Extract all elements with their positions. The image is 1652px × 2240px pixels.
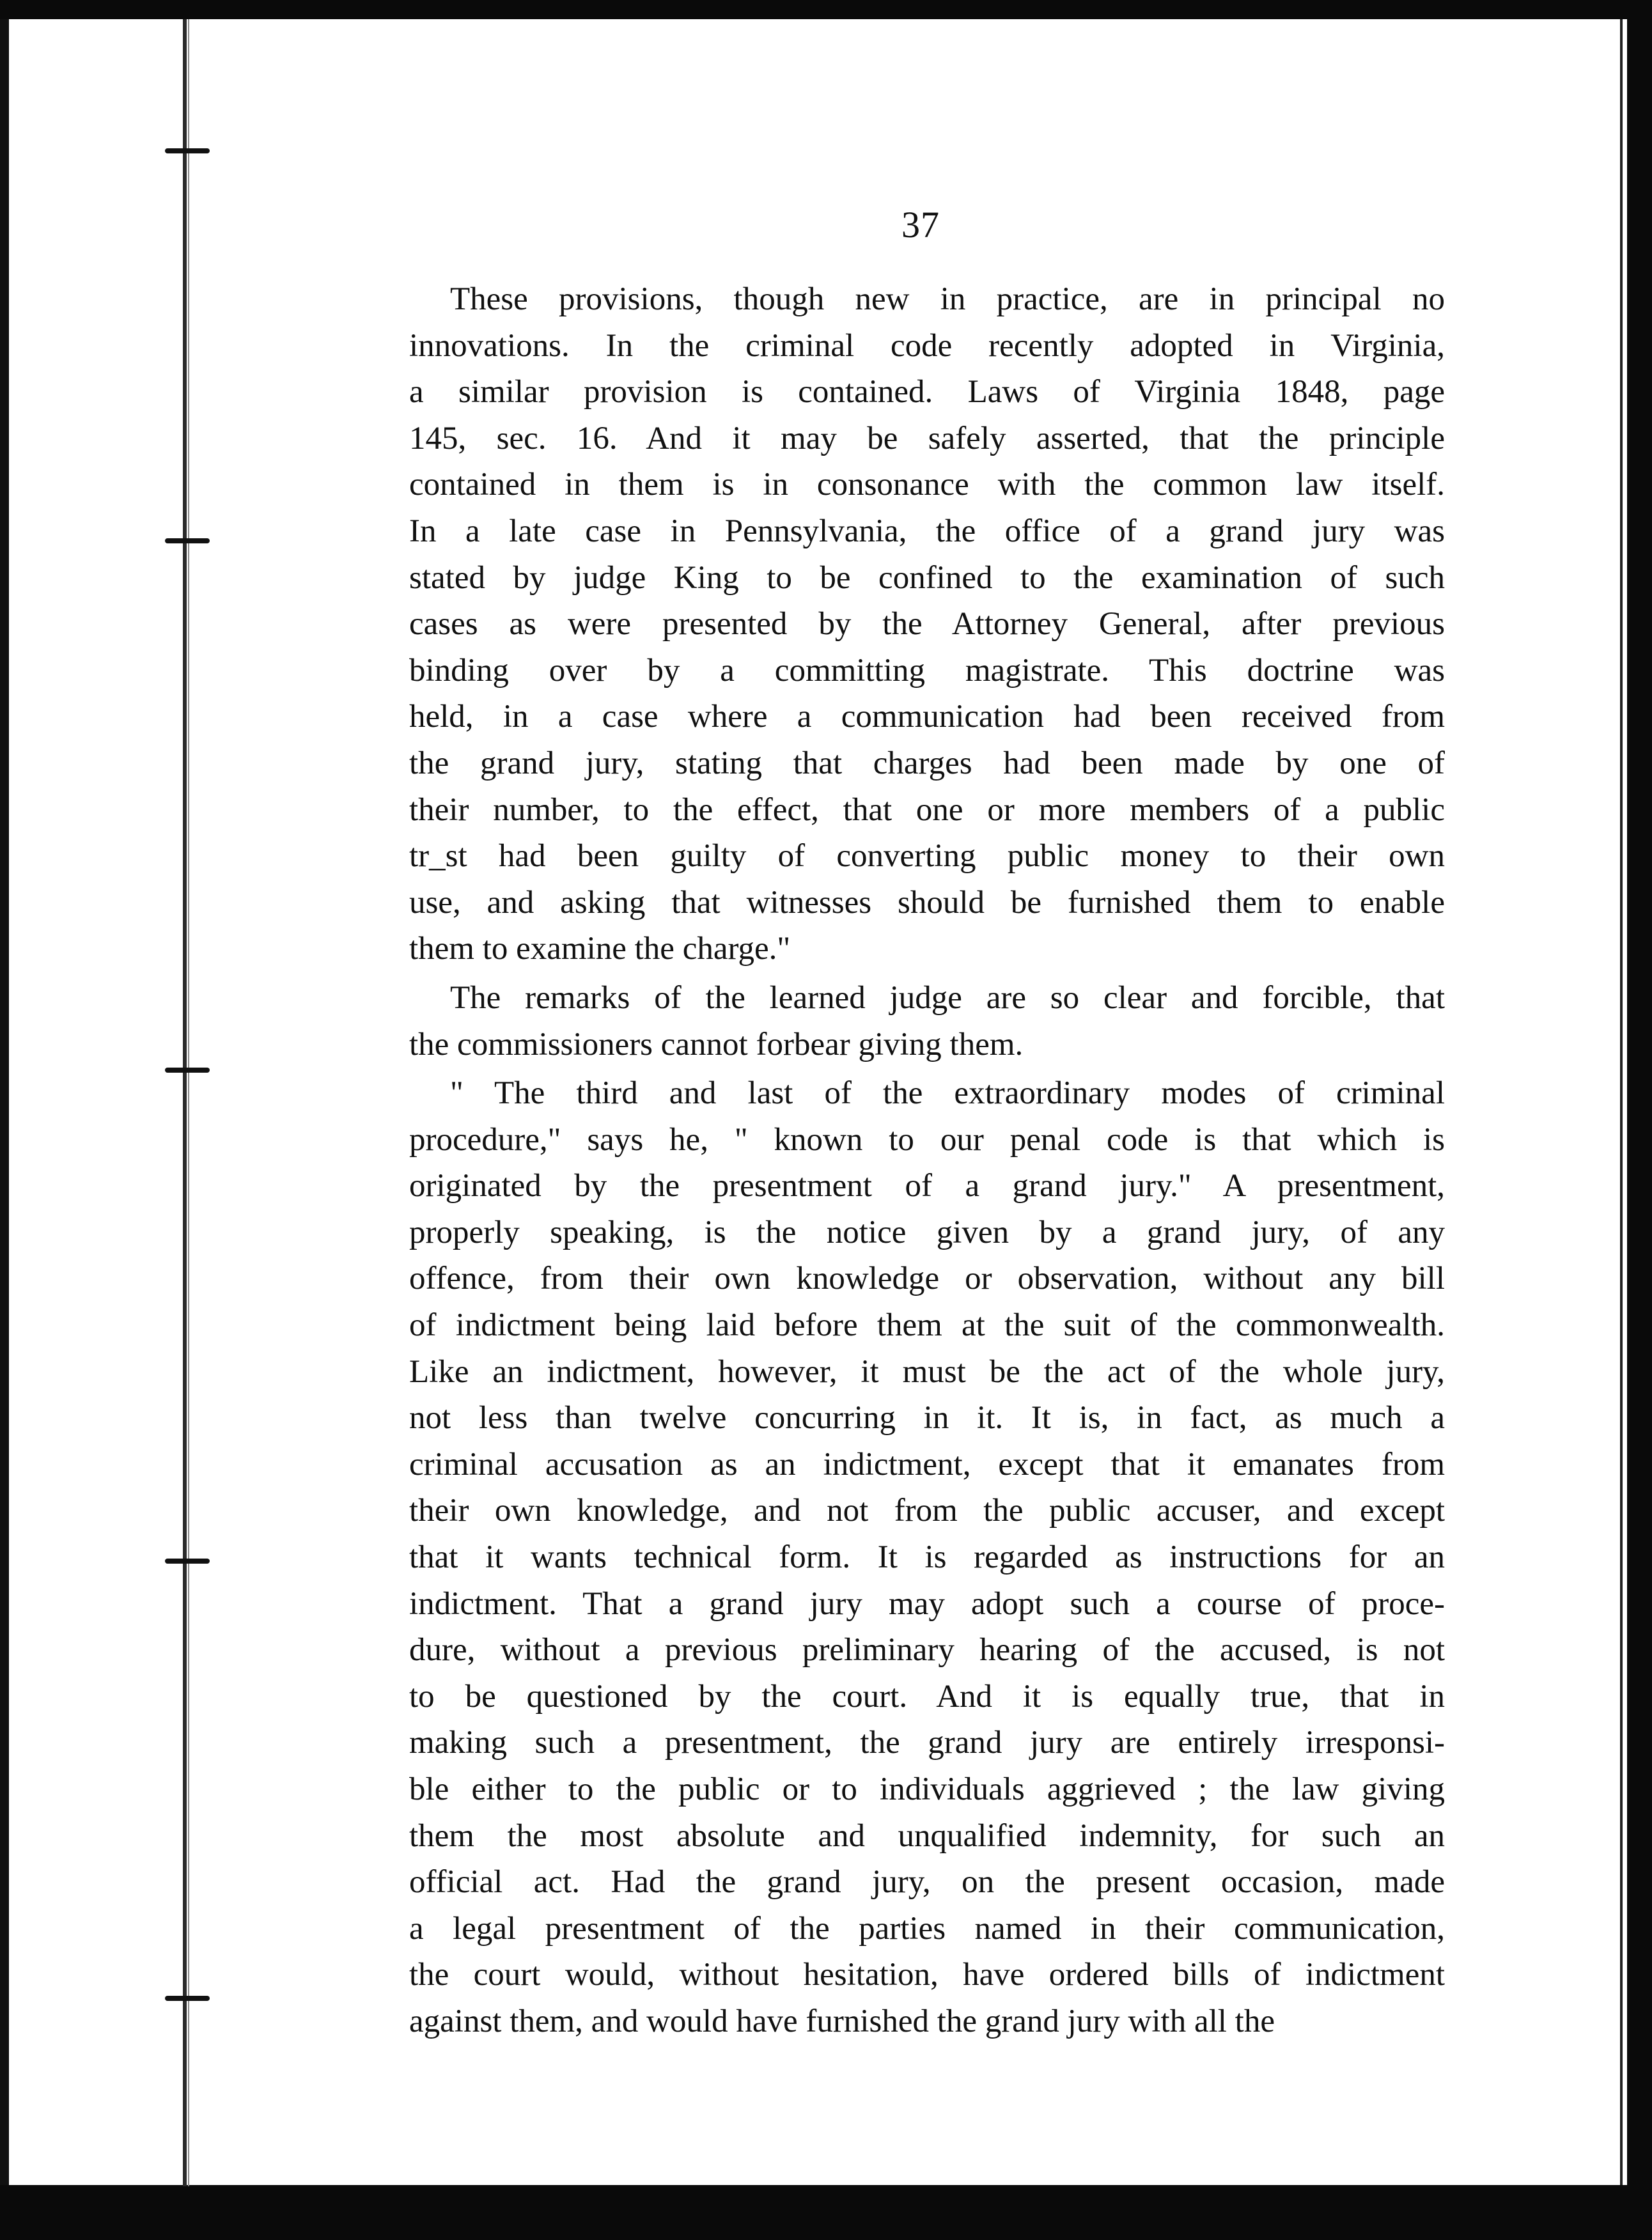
text-line: contained in them is in consonance with the common law itself. <box>409 467 1445 503</box>
text-line: originated by the presentment of a grand jury." A presentment, <box>409 1168 1445 1204</box>
text-line: making such a presentment, the grand jury are entirely irresponsi- <box>409 1725 1445 1761</box>
text-line: dure, without a previous preliminary hearing of the accused, is not <box>409 1632 1445 1668</box>
text-line: In a late case in Pennsylvania, the office of a grand jury was <box>409 513 1445 549</box>
text-line: a similar provision is contained. Laws of Virginia 1848, page <box>409 374 1445 410</box>
page-number: 37 <box>901 204 940 245</box>
text-line: cases as were presented by the Attorney General, after previous <box>409 606 1445 642</box>
text-line: the commissioners cannot forbear giving them. <box>409 1026 1024 1062</box>
text-line: stated by judge King to be confined to the examination of such <box>409 559 1445 596</box>
text-line: against them, and would have furnished the grand jury with all the <box>409 2003 1275 2039</box>
text-line: to be questioned by the court. And it is equally true, that in <box>409 1678 1445 1715</box>
text-line: the court would, without hesitation, have ordered bills of indictment <box>409 1957 1445 1993</box>
text-line: properly speaking, is the notice given by a grand jury, of any <box>409 1214 1445 1250</box>
text-line: procedure," says he, " known to our penal code is that which is <box>409 1121 1445 1158</box>
text-line: them to examine the charge." <box>409 931 791 967</box>
text-line: 145, sec. 16. And it may be safely asserted, that the principle <box>409 420 1445 456</box>
text-line: " The third and last of the extraordinary modes of criminal <box>450 1075 1445 1112</box>
text-line: held, in a case where a communication had been received from <box>409 699 1445 735</box>
text-line: offence, from their own knowledge or observation, without any bill <box>409 1261 1445 1297</box>
text-line: official act. Had the grand jury, on the present occasion, made <box>409 1864 1445 1901</box>
text-line: of indictment being laid before them at the suit of the commonwealth. <box>409 1307 1445 1344</box>
text-line: their number, to the effect, that one or more members of a public <box>409 791 1445 828</box>
text-line: criminal accusation as an indictment, except that it emanates from <box>409 1446 1445 1482</box>
text-line: a legal presentment of the parties named in their communication, <box>409 1910 1445 1947</box>
text-line: that it wants technical form. It is regarded as instructions for an <box>409 1539 1445 1576</box>
text-line: the grand jury, stating that charges had been made by one of <box>409 745 1445 781</box>
text-line: Like an indictment, however, it must be the act of the whole jury, <box>409 1353 1445 1390</box>
text-line: their own knowledge, and not from the public accuser, and except <box>409 1493 1445 1529</box>
text-line: use, and asking that witnesses should be furnished them to enable <box>409 884 1445 921</box>
text-line: indictment. That a grand jury may adopt such a course of proce- <box>409 1585 1445 1622</box>
text-line: innovations. In the criminal code recently adopted in Virginia, <box>409 327 1445 364</box>
body-text <box>409 276 1445 2045</box>
text-line: them the most absolute and unqualified indemnity, for such an <box>409 1817 1445 1854</box>
text-line: These provisions, though new in practice, are in principal no <box>450 281 1445 317</box>
text-line: The remarks of the learned judge are so clear and forcible, that <box>450 979 1445 1016</box>
text-line: binding over by a committing magistrate. This doctrine was <box>409 652 1445 688</box>
text-line: not less than twelve concurring in it. It is, in fact, as much a <box>409 1400 1445 1436</box>
text-line: ble either to the public or to individuals aggrieved ; the law giving <box>409 1771 1445 1807</box>
text-line: tr_st had been guilty of converting public money to their own <box>409 838 1445 875</box>
